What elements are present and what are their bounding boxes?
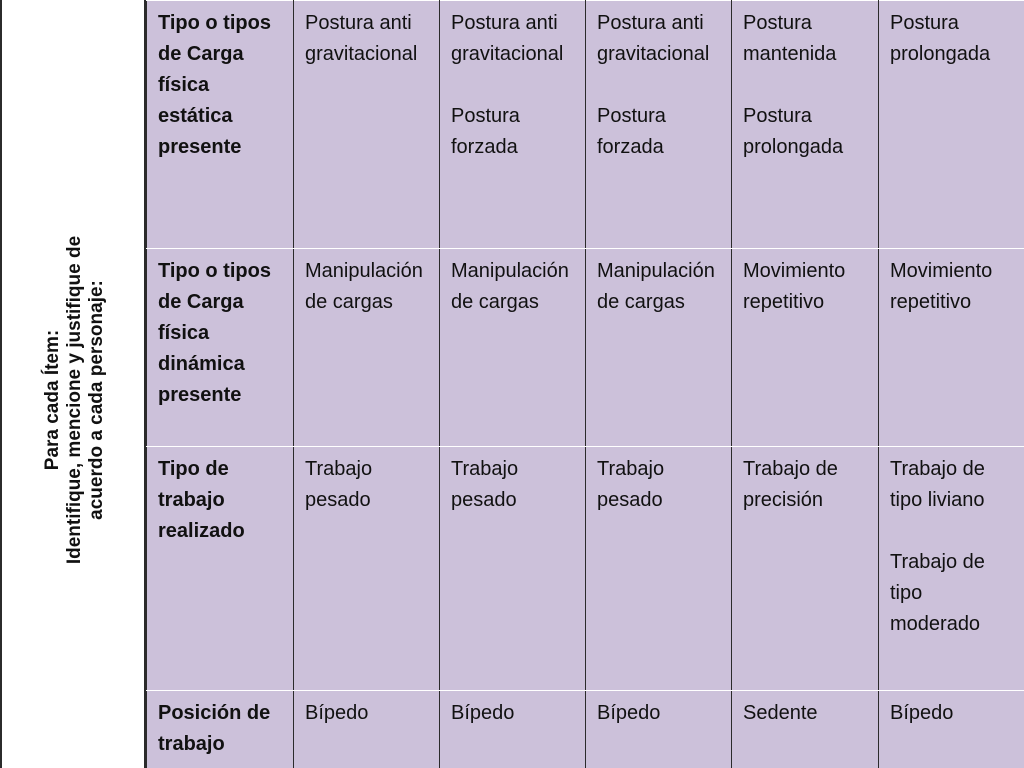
table-cell [732,447,879,691]
cell-text: Sedente [743,702,818,724]
cell-text: Postura forzada [597,105,666,158]
table-cell [586,691,732,768]
cell-text: Postura prolongada [890,12,991,65]
row-label: Tipo o tipos de Carga física dinámica presente [147,249,294,447]
instruction-line-2: Identifique, mencione y justifique de [64,235,85,565]
cell-text: Trabajo de tipo moderado [890,551,985,635]
cell-text: Postura mantenida [743,12,837,65]
cell-text: Trabajo de tipo liviano [890,458,985,511]
cell-text: Bípedo [890,702,954,724]
table-cell [440,447,586,691]
table-row [147,447,1024,691]
cell-text: Movimiento repetitivo [890,260,993,313]
table-row [147,1,1024,249]
cell-text: Bípedo [305,702,369,724]
cell-text: Trabajo pesado [597,458,665,511]
table-cell [294,447,440,691]
table-cell [879,1,1024,249]
cell-text: Bípedo [597,702,661,724]
table-cell [732,249,879,447]
cell-text: Movimiento repetitivo [743,260,846,313]
table-cell [879,249,1024,447]
cell-text: Manipulación de cargas [305,260,423,313]
cell-text: Postura anti gravitacional [305,12,418,65]
cell-text: Postura prolongada [743,105,844,158]
table-cell [732,1,879,249]
row-label: Tipo de trabajo realizado [147,447,294,691]
cell-text: Trabajo pesado [451,458,519,511]
table-row [147,691,1024,768]
table-cell [879,691,1024,768]
table-cell [294,1,440,249]
table-cell [440,249,586,447]
cell-text: Manipulación de cargas [451,260,569,313]
table-row [147,249,1024,447]
cell-text: Postura forzada [451,105,520,158]
table-cell [294,691,440,768]
cell-text: Manipulación de cargas [597,260,715,313]
instruction-text [42,120,108,680]
table-cell [440,1,586,249]
instruction-panel [0,0,146,768]
table-cell [294,249,440,447]
cell-text: Postura anti gravitacional [597,12,710,65]
instruction-line-3: acuerdo a cada personaje: [86,280,107,520]
table-cell [586,1,732,249]
table-cell [879,447,1024,691]
cell-text: Postura anti gravitacional [451,12,564,65]
cell-text: Trabajo de precisión [743,458,838,511]
row-label: Posición de trabajo [147,691,294,768]
row-label: Tipo o tipos de Carga física estática presente [147,1,294,249]
table-cell [732,691,879,768]
cell-text: Bípedo [451,702,515,724]
cell-text: Trabajo pesado [305,458,373,511]
table-cell [586,447,732,691]
evaluation-table [146,0,1024,768]
table-cell [586,249,732,447]
table-cell [440,691,586,768]
instruction-line-1: Para cada Ítem: [42,329,63,471]
